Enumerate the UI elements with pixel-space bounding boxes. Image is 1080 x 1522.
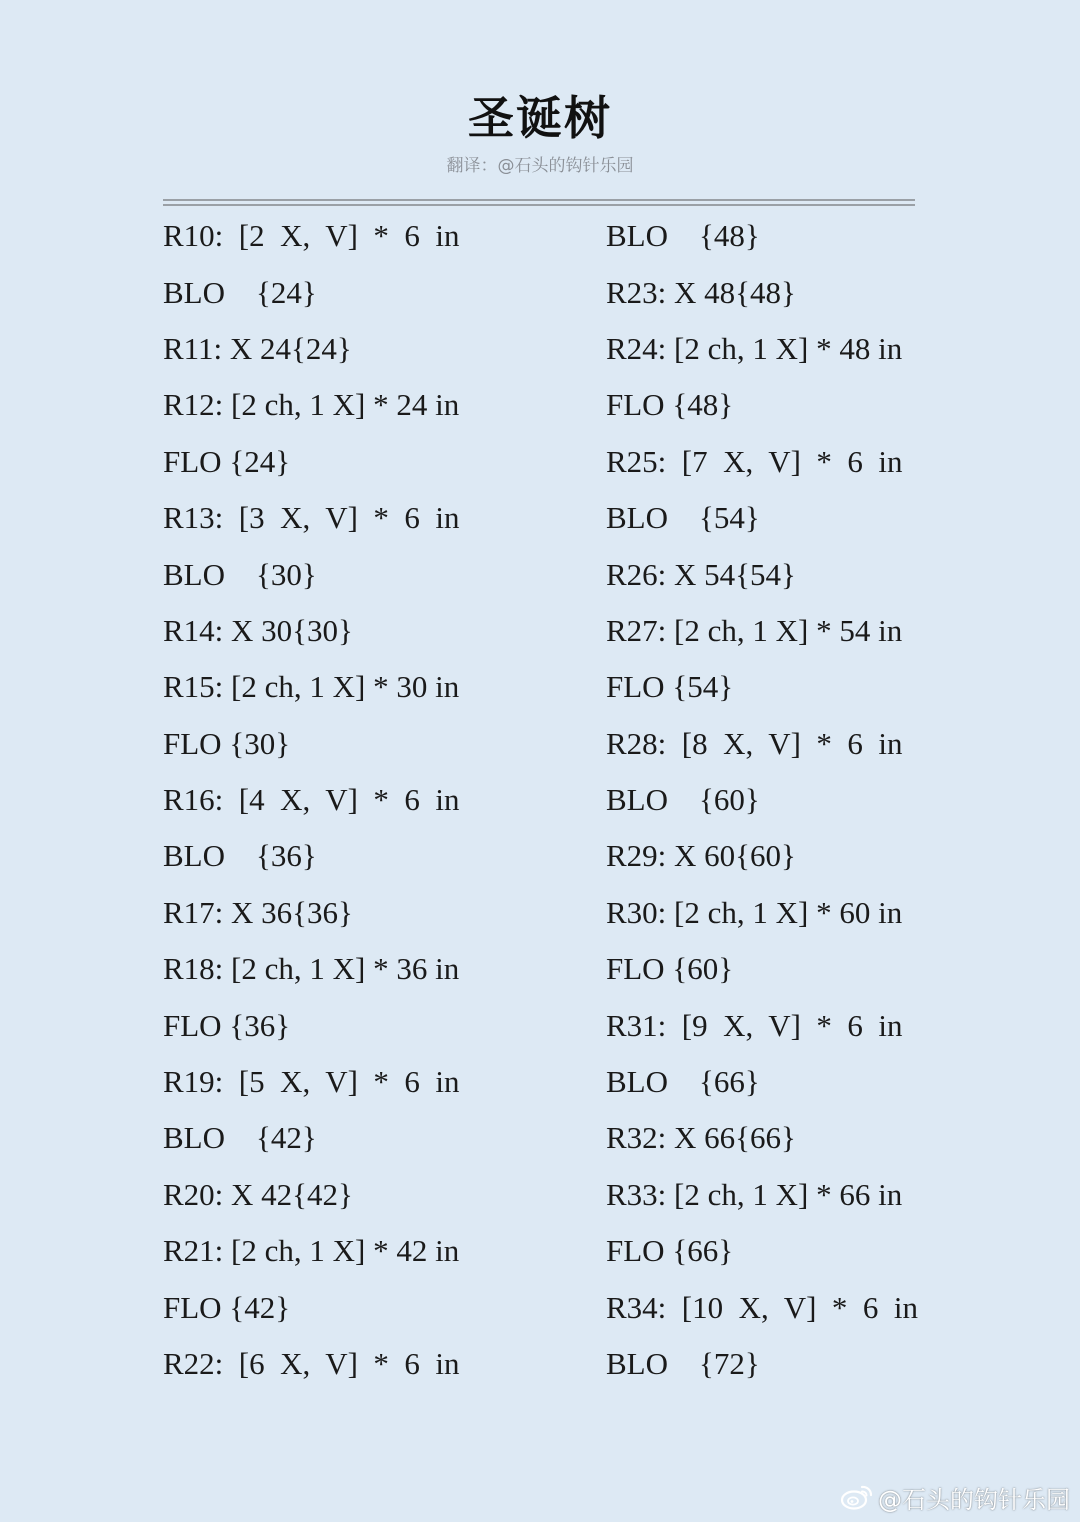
pattern-row: R22: [6 X, V] * 6 in <box>163 1346 460 1381</box>
pattern-row: R17: X 36{36} <box>163 894 353 930</box>
pattern-row: R33: [2 ch, 1 X] * 66 in <box>606 1176 903 1212</box>
pattern-row: R24: [2 ch, 1 X] * 48 in <box>606 330 903 366</box>
header-divider-bottom <box>163 204 915 206</box>
pattern-row: R10: [2 X, V] * 6 in <box>163 218 460 254</box>
pattern-row: R29: X 60{60} <box>606 838 796 874</box>
pattern-row: BLO {42} <box>163 1120 317 1156</box>
header-divider-top <box>163 199 915 201</box>
pattern-row: R21: [2 ch, 1 X] * 42 in <box>163 1233 460 1269</box>
watermark-text: @石头的钩针乐园 <box>878 1485 1070 1514</box>
pattern-row: FLO {24} <box>163 443 291 479</box>
pattern-row: R26: X 54{54} <box>606 556 796 592</box>
pattern-row: R30: [2 ch, 1 X] * 60 in <box>606 894 903 930</box>
translator-credit: 翻译：@石头的钩针乐园 <box>446 156 634 176</box>
pattern-row: BLO {66} <box>606 1064 760 1100</box>
pattern-row: R18: [2 ch, 1 X] * 36 in <box>163 951 460 987</box>
pattern-row: R12: [2 ch, 1 X] * 24 in <box>163 387 460 423</box>
pattern-row: R15: [2 ch, 1 X] * 30 in <box>163 669 460 705</box>
weibo-icon <box>840 1483 874 1511</box>
pattern-row: R19: [5 X, V] * 6 in <box>163 1064 460 1100</box>
pattern-row: R23: X 48{48} <box>606 274 796 310</box>
pattern-row: BLO {36} <box>163 838 317 874</box>
pattern-row: BLO {30} <box>163 556 317 592</box>
pattern-row: FLO {48} <box>606 387 734 423</box>
pattern-row: R28: [8 X, V] * 6 in <box>606 725 903 761</box>
pattern-row: FLO {60} <box>606 951 734 987</box>
pattern-row: FLO {66} <box>606 1233 734 1269</box>
pattern-row: FLO {30} <box>163 725 291 761</box>
pattern-row: FLO {42} <box>163 1289 291 1325</box>
pattern-row: BLO {72} <box>606 1346 760 1381</box>
pattern-column-left <box>163 208 483 1392</box>
watermark <box>840 1480 1070 1514</box>
pattern-row: R27: [2 ch, 1 X] * 54 in <box>606 612 903 648</box>
pattern-row: R20: X 42{42} <box>163 1176 353 1212</box>
pattern-row: R34: [10 X, V] * 6 in <box>606 1289 919 1325</box>
pattern-row: BLO {60} <box>606 782 760 818</box>
pattern-row: R31: [9 X, V] * 6 in <box>606 1007 903 1043</box>
pattern-row: R32: X 66{66} <box>606 1120 796 1156</box>
pattern-row: FLO {36} <box>163 1007 291 1043</box>
pattern-row: R13: [3 X, V] * 6 in <box>163 500 460 536</box>
page-title: 圣诞树 <box>468 91 612 145</box>
pattern-row: R25: [7 X, V] * 6 in <box>606 443 903 479</box>
pattern-row: BLO {48} <box>606 218 760 254</box>
pattern-row: R16: [4 X, V] * 6 in <box>163 782 460 818</box>
pattern-row: BLO {54} <box>606 500 760 536</box>
pattern-column-right <box>606 208 926 1392</box>
pattern-row: BLO {24} <box>163 274 317 310</box>
pattern-row: FLO {54} <box>606 669 734 705</box>
pattern-row: R11: X 24{24} <box>163 330 352 366</box>
pattern-row: R14: X 30{30} <box>163 612 353 648</box>
